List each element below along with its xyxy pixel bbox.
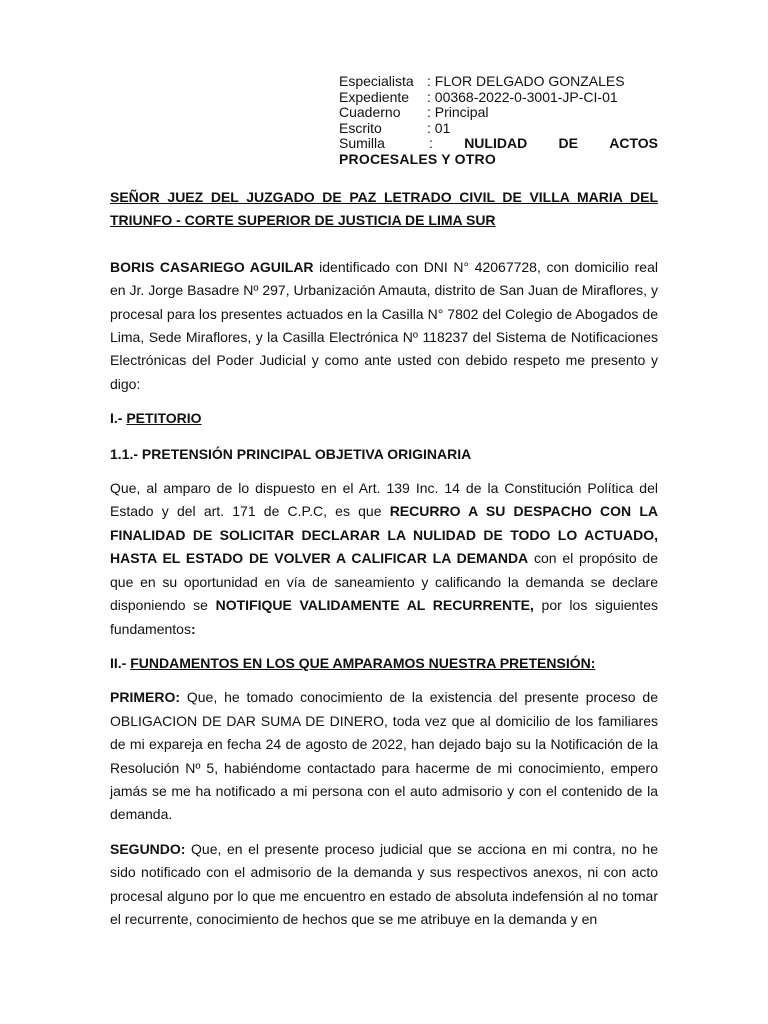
section-number: II.-	[110, 654, 131, 671]
header-label: Cuaderno	[339, 104, 401, 120]
sumilla-word: NULIDAD	[464, 135, 528, 151]
petitorio-text: por los siguientes fundamentos	[110, 597, 659, 637]
intro-paragraph	[110, 256, 658, 396]
petitorio-paragraph	[110, 477, 658, 641]
subsection-heading: 1.1.- PRETENSIÓN PRINCIPAL OBJETIVA ORIGINARIA	[110, 445, 472, 462]
section-label: FUNDAMENTOS EN LOS QUE AMPARAMOS NUESTRA PRETENSIÓN:	[130, 654, 596, 671]
paragraph-label: PRIMERO:	[110, 689, 180, 706]
document-body	[110, 186, 658, 931]
section-number: I.-	[110, 410, 127, 427]
paragraph-label: SEGUNDO:	[110, 840, 186, 857]
court-addressee-title: SEÑOR JUEZ DEL JUZGADO DE PAZ LETRADO CIVIL DE VILLA MARIA DEL TRIUNFO - CORTE SUPERIOR DE JUSTICIA DE LIMA SUR	[110, 189, 658, 229]
petitorio-emphasis: NOTIFIQUE VALIDAMENTE AL RECURRENTE,	[215, 597, 534, 614]
header-value: : 01	[427, 119, 451, 136]
intro-text: identificado con DNI N° 42067728, con domicilio real en Jr. Jorge Basadre Nº 297, Urbanización Amauta, distrito de San Juan de Miraflores, y procesal para los presentes actuados en la Casilla N° 7802 del Colegio de Abogados de Lima, Sede Miraflores, y la Casilla Electrónica Nº 118237 del Sistema de Notificaciones Electrónicas del Poder Judicial y como ante usted con debido respeto me presento y digo:	[110, 258, 658, 392]
petitorio-emphasis: RECURRO A SU DESPACHO CON LA FINALIDAD DE SOLICITAR DECLARAR LA NULIDAD DE TODO LO ACTUADO, HASTA EL ESTADO DE VOLVER A CALIFICAR LA DEMANDA	[110, 503, 658, 567]
petitorio-text: con el propósito de que en su oportunidad en vía de saneamiento y calificando la demanda se declare disponiendo se	[110, 550, 658, 614]
header-row-sumilla	[339, 136, 658, 152]
header-label: Expediente	[339, 88, 410, 105]
section-label: PETITORIO	[126, 410, 202, 427]
section-heading-fundamentos	[110, 652, 658, 675]
header-label: Sumilla	[339, 135, 385, 151]
header-label: Especialista	[339, 73, 414, 89]
header-row-escrito	[339, 121, 658, 137]
sumilla-word: DE	[558, 135, 578, 151]
header-row-cuaderno	[339, 105, 658, 121]
case-header	[339, 74, 658, 167]
sumilla-value	[427, 136, 658, 152]
sumilla-word: ACTOS	[609, 135, 658, 151]
petitorio-emphasis: :	[190, 620, 196, 637]
segundo-paragraph	[110, 838, 658, 932]
petitorio-text: Que, al amparo de lo dispuesto en el Art. 139 Inc. 14 de la Constitución Política del Estado y del art. 171 de C.P.C, es que	[110, 480, 658, 520]
header-value: : FLOR DELGADO GONZALES	[427, 73, 625, 89]
primero-paragraph	[110, 686, 658, 826]
sumilla-continuation: PROCESALES Y OTRO	[339, 150, 496, 167]
header-row-especialista	[339, 74, 658, 90]
sumilla-colon: :	[429, 135, 433, 151]
header-value: : 00368-2022-0-3001-JP-CI-01	[427, 88, 618, 105]
header-value: : Principal	[427, 104, 489, 120]
header-label: Escrito	[339, 119, 382, 136]
header-row-expediente	[339, 90, 658, 106]
petitioner-name: BORIS CASARIEGO AGUILAR	[110, 258, 314, 275]
paragraph-text: Que, he tomado conocimiento de la existencia del presente proceso de OBLIGACION DE DAR SUMA DE DINERO, toda vez que al domicilio de los familiares de mi expareja en fecha 24 de agosto de 2022, han dejado bajo su la Notificación de la Resolución Nº 5, habiéndome contactado para hacerme de mi conocimiento, empero jamás se me ha notificado a mi persona con el auto admisorio y con el contenido de la demanda.	[110, 689, 658, 823]
section-heading-petitorio	[110, 407, 658, 430]
paragraph-text: Que, en el presente proceso judicial que se acciona en mi contra, no he sido notificado con el admisorio de la demanda y sus respectivos anexos, ni con acto procesal alguno por lo que me encuentro en estado de absoluta indefensión al no tomar el recurrente, conocimiento de hechos que se me atribuye en la demanda y en	[110, 840, 658, 927]
